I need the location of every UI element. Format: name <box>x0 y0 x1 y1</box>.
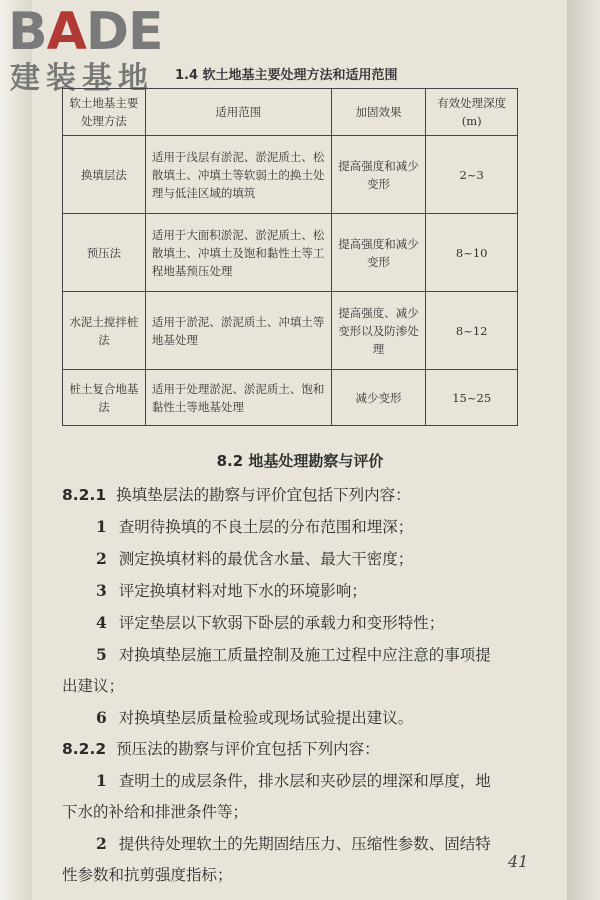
header-depth: 有效处理深度(m) <box>426 89 518 136</box>
table-row <box>63 370 518 426</box>
list-item: 2 提供待处理软土的先期固结压力、压缩性参数、固结特 <box>96 834 491 853</box>
cell-scope: 适用于浅层有淤泥、淤泥质土、松散填土、冲填土等软弱土的换土处理与低洼区域的填筑 <box>145 136 331 214</box>
list-item: 2 测定换填材料的最优含水量、最大干密度； <box>96 549 414 568</box>
list-item: 1 查明待换填的不良土层的分布范围和埋深； <box>96 517 414 536</box>
list-item-continuation: 性参数和抗剪强度指标； <box>62 866 233 884</box>
cell-depth: 15~25 <box>426 370 518 426</box>
logo-subtitle: 建装基地 <box>10 61 154 96</box>
cell-method: 预压法 <box>63 214 146 292</box>
header-scope: 适用范围 <box>145 89 331 136</box>
cell-effect: 提高强度和减少变形 <box>331 136 426 214</box>
clause-text: 换填垫层法的勘察与评价宜包括下列内容： <box>116 486 411 504</box>
header-effect: 加固效果 <box>331 89 426 136</box>
list-item: 1 查明土的成层条件，排水层和夹砂层的埋深和厚度，地 <box>96 771 491 790</box>
list-item: 3 评定换填材料对地下水的环境影响； <box>96 581 367 600</box>
cell-effect: 提高强度、减少变形以及防渗处理 <box>331 292 426 370</box>
cell-depth: 2~3 <box>426 136 518 214</box>
header-method: 软土地基主要处理方法 <box>63 89 146 136</box>
table-row <box>63 214 518 292</box>
page-number: 41 <box>508 852 529 871</box>
clause-8-2-1 <box>62 480 532 511</box>
table-header-row <box>63 89 518 136</box>
body-text <box>62 480 532 891</box>
cell-depth: 8~12 <box>426 292 518 370</box>
clause-8-2-2 <box>62 734 532 765</box>
list-item: 4 评定垫层以下软弱下卧层的承载力和变形特性； <box>96 613 445 632</box>
cell-depth: 8~10 <box>426 214 518 292</box>
clause-number: 8.2.1 <box>62 486 107 504</box>
table-row <box>63 292 518 370</box>
clause-number: 8.2.2 <box>62 740 107 758</box>
list-item: 5 对换填垫层施工质量控制及施工过程中应注意的事项提 <box>96 645 491 664</box>
cell-method: 换填层法 <box>63 136 146 214</box>
bade-logo <box>8 2 180 98</box>
cell-method: 水泥土搅拌桩法 <box>63 292 146 370</box>
cell-scope: 适用于处理淤泥、淤泥质土、饱和黏性土等地基处理 <box>145 370 331 426</box>
clause-text: 预压法的勘察与评价宜包括下列内容： <box>116 740 380 758</box>
cell-method: 桩土复合地基法 <box>63 370 146 426</box>
section-title: 8.2 地基处理勘察与评价 <box>216 452 384 470</box>
cell-scope: 适用于大面积淤泥、淤泥质土、松散填土、冲填土及饱和黏性土等工程地基预压处理 <box>145 214 331 292</box>
table-caption: 1.4 软土地基主要处理方法和适用范围 <box>175 68 398 83</box>
logo-wordmark: BADE <box>8 2 163 62</box>
cell-effect: 减少变形 <box>331 370 426 426</box>
list-item-continuation: 出建议； <box>62 677 125 695</box>
cell-scope: 适用于淤泥、淤泥质土、冲填土等地基处理 <box>145 292 331 370</box>
list-item: 6 对换填垫层质量检验或现场试验提出建议。 <box>96 708 414 727</box>
table-row <box>63 136 518 214</box>
cell-effect: 提高强度和减少变形 <box>331 214 426 292</box>
list-item-continuation: 下水的补给和排泄条件等； <box>62 803 249 821</box>
treatment-methods-table <box>62 88 518 426</box>
